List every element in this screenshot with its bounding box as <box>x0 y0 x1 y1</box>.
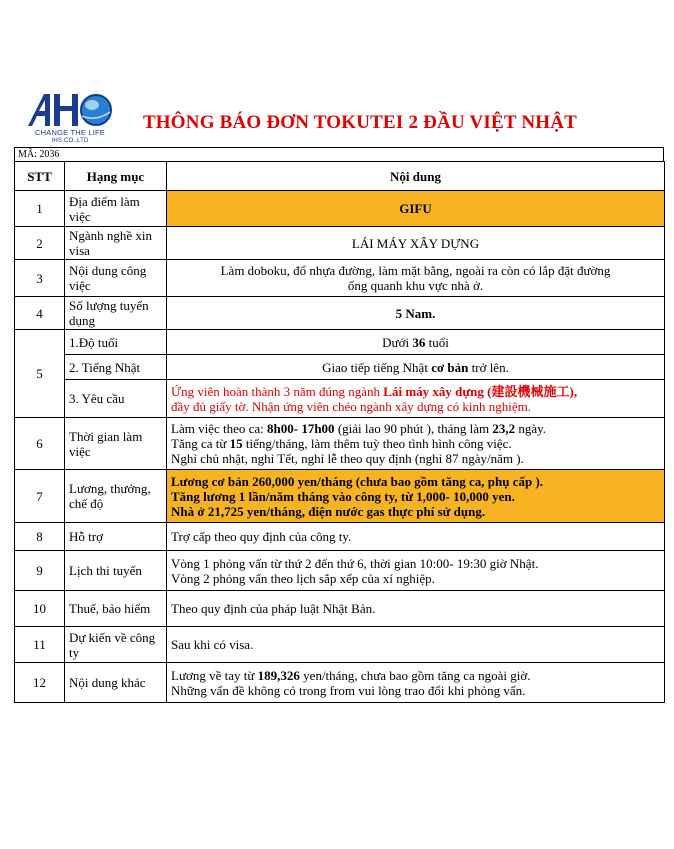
header-stt: STT <box>15 162 65 191</box>
row-label: Nội dung khác <box>65 663 167 703</box>
text-segment: Lương về tay từ <box>171 667 258 683</box>
row-stt: 6 <box>15 418 65 470</box>
table-row <box>15 260 665 297</box>
other-line: Những vấn đề không có trong from vui lòng trao đổi khi phỏng vấn. <box>171 682 526 698</box>
table-row <box>15 470 665 523</box>
working-hours-line: Nghỉ chủ nhật, nghỉ Tết, nghỉ lễ theo quy định (nghỉ 87 ngày/năm ). <box>171 451 524 466</box>
job-code: MÃ: 2036 <box>14 147 664 162</box>
table-row <box>15 551 665 591</box>
logo-caption <box>20 128 120 146</box>
row-label: Hỗ trợ <box>65 523 167 551</box>
schedule-line: Vòng 1 phỏng vấn từ thứ 2 đến thứ 6, thời gian 10:00- 19:30 giờ Nhật. <box>171 555 539 571</box>
table-row <box>15 191 665 227</box>
table-row <box>15 523 665 551</box>
text-segment: ngày. <box>515 421 547 436</box>
days-per-month: 23,2 <box>492 421 516 436</box>
table-row <box>15 227 665 260</box>
text-segment: Tăng ca từ <box>171 436 230 451</box>
table-row <box>15 380 665 418</box>
row-label: Lịch thi tuyển <box>65 551 167 591</box>
row-stt: 2 <box>15 227 65 260</box>
job-info-table <box>14 161 665 703</box>
text-segment: Giao tiếp tiếng Nhật <box>322 359 432 375</box>
row-label: Nội dung công việc <box>65 260 167 297</box>
working-hours-line <box>171 436 660 451</box>
recruit-quantity: 5 Nam. <box>167 297 665 330</box>
row-stt: 7 <box>15 470 65 523</box>
table-row <box>15 330 665 355</box>
logo-mark <box>28 94 111 126</box>
other-line <box>171 668 660 683</box>
salary-benefits <box>167 470 665 523</box>
logo-company: IHS CO.,LTD <box>51 138 89 144</box>
row-label: Ngành nghề xin visa <box>65 227 167 260</box>
row-stt: 12 <box>15 663 65 703</box>
working-hours <box>167 418 665 470</box>
text-segment: yen/tháng, chưa bao gồm tăng ca ngoài giờ. <box>299 667 531 683</box>
row-stt: 4 <box>15 297 65 330</box>
japanese-requirement <box>167 355 665 380</box>
row-label: Dự kiến về công ty <box>65 627 167 663</box>
table-row <box>15 627 665 663</box>
age-requirement <box>167 330 665 355</box>
requirement-line <box>171 384 660 399</box>
visa-occupation: LÁI MÁY XÂY DỰNG <box>167 227 665 260</box>
row-stt: 1 <box>15 191 65 227</box>
job-description <box>167 260 665 297</box>
text-segment: Làm việc theo ca: <box>171 421 268 436</box>
row-label: Thuế, bảo hiểm <box>65 591 167 627</box>
table-row <box>15 297 665 330</box>
row-stt: 9 <box>15 551 65 591</box>
schedule-line: Vòng 2 phỏng vấn theo lịch sắp xếp của xí nghiệp. <box>171 570 435 586</box>
logo-tagline: CHANGE THE LIFE <box>35 128 105 137</box>
row-label: 2. Tiếng Nhật <box>65 355 167 380</box>
row-stt: 3 <box>15 260 65 297</box>
salary-line: Tăng lương 1 lần/năm tháng vào công ty, từ 1,000- 10,000 yen. <box>171 488 515 504</box>
row-label: Địa điểm làm việc <box>65 191 167 227</box>
salary-line: Lương cơ bản 260,000 yen/tháng (chưa bao gồm tăng ca, phụ cấp ). <box>171 473 544 489</box>
row-stt: 11 <box>15 627 65 663</box>
table-row <box>15 663 665 703</box>
job-description-line: ống quanh khu vực nhà ở. <box>347 278 484 293</box>
text-segment: (giải lao 90 phút ), tháng làm <box>334 421 493 436</box>
age-limit: 36 <box>412 334 426 350</box>
text-segment: Dưới <box>382 334 413 350</box>
table-row <box>15 418 665 470</box>
working-hours-line <box>171 421 660 436</box>
overtime-hours: 15 <box>229 436 243 451</box>
salary-line: Nhà ở 21,725 yen/tháng, điện nước gas thực phí sử dụng. <box>171 503 486 519</box>
header-hang-muc: Hạng mục <box>65 162 167 191</box>
table-row <box>15 355 665 380</box>
row-stt: 8 <box>15 523 65 551</box>
net-salary: 189,326 <box>257 667 300 683</box>
row-label: Số lượng tuyển dụng <box>65 297 167 330</box>
shift-time: 8h00- 17h00 <box>267 421 335 436</box>
page-title: THÔNG BÁO ĐƠN TOKUTEI 2 ĐẦU VIỆT NHẬT <box>142 112 578 133</box>
row-label: 3. Yêu cầu <box>65 380 167 418</box>
row-stt: 10 <box>15 591 65 627</box>
text-segment: trở lên. <box>468 359 509 375</box>
row-label: 1.Độ tuổi <box>65 330 167 355</box>
row-label: Lương, thưởng, chế độ <box>65 470 167 523</box>
japanese-level: cơ bản <box>431 359 469 375</box>
text-segment: tuổi <box>425 334 449 350</box>
row-label: Thời gian làm việc <box>65 418 167 470</box>
expected-start: Sau khi có visa. <box>167 627 665 663</box>
table-header-row <box>15 162 665 191</box>
requirement-line: đầy đủ giấy tờ. Nhận ứng viên chéo ngành xây dựng có kinh nghiệm. <box>171 398 531 414</box>
tax-insurance: Theo quy định của pháp luật Nhật Bản. <box>167 591 665 627</box>
row-stt: 5 <box>15 330 65 418</box>
interview-schedule <box>167 551 665 591</box>
job-description-line: Làm doboku, đổ nhựa đường, làm mặt bằng, ngoài ra còn có lắp đặt đường <box>220 263 611 278</box>
work-location: GIFU <box>167 191 665 227</box>
header-noi-dung: Nội dung <box>167 162 665 191</box>
table-row <box>15 591 665 627</box>
required-field: Lái máy xây dựng (建設機械施工), <box>383 383 578 399</box>
other-content <box>167 663 665 703</box>
text-segment: tiếng/tháng, làm thêm tuỳ theo tình hình công việc. <box>242 436 512 451</box>
support: Trợ cấp theo quy định của công ty. <box>167 523 665 551</box>
text-segment: Ứng viên hoàn thành 3 năm đúng ngành <box>171 383 384 399</box>
candidate-requirement <box>167 380 665 418</box>
